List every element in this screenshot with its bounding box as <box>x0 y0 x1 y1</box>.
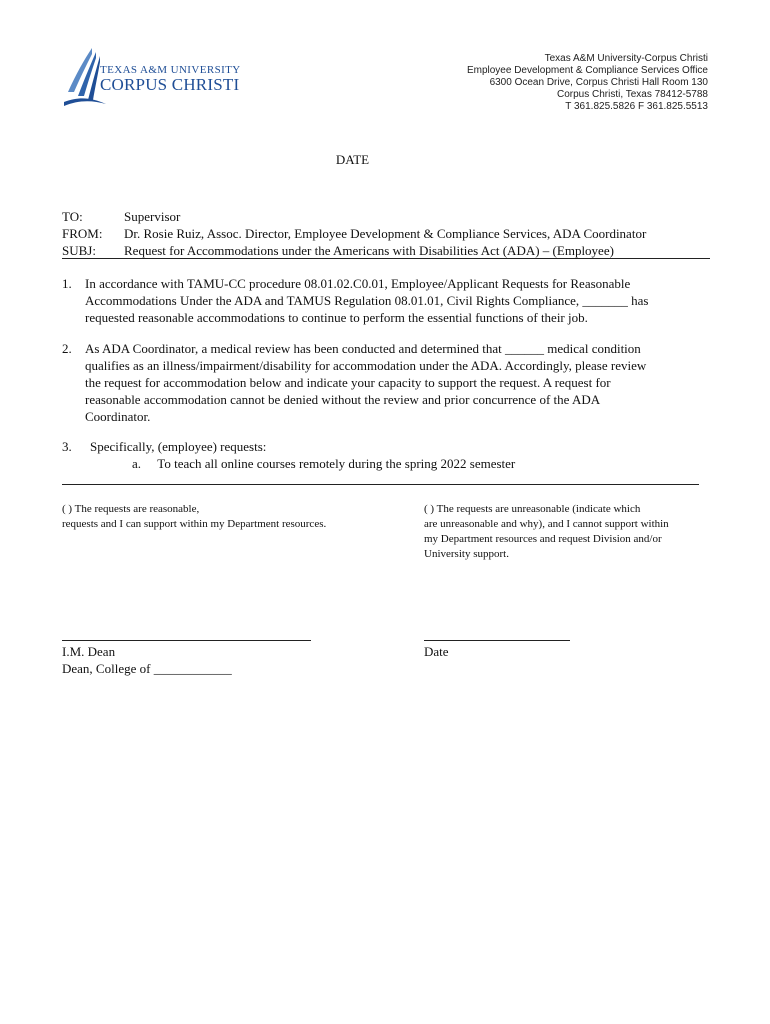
request-divider <box>62 484 699 485</box>
paragraph-line: In accordance with TAMU-CC procedure 08.01.02.C0.01, Employee/Applicant Requests for Reasonable <box>85 276 631 291</box>
address-line: T 361.825.5826 F 361.825.5513 <box>565 101 708 112</box>
response-line: my Department resources and request Division and/or <box>424 533 662 545</box>
paragraph-1 <box>62 275 712 326</box>
response-line: ( ) The requests are unreasonable (indicate which <box>424 503 641 515</box>
memo-to-row <box>62 208 646 225</box>
to-label: TO: <box>62 209 83 224</box>
memo-subj-row <box>62 242 646 259</box>
address-line: Corpus Christi, Texas 78412-5788 <box>556 89 708 100</box>
request-item-label: a. <box>132 456 142 471</box>
paragraph-3 <box>62 438 712 472</box>
response-line: ( ) The requests are reasonable, <box>62 503 200 515</box>
response-reasonable <box>62 502 392 532</box>
logo-line-1: TEXAS A&M UNIVERSITY <box>100 64 241 76</box>
date-label: Date <box>424 644 449 659</box>
paragraph-line: Coordinator. <box>85 409 151 424</box>
address-line: Texas A&M University-Corpus Christi <box>544 53 708 64</box>
response-line: requests and I can support within my Department resources. <box>62 518 327 530</box>
response-line: University support. <box>424 548 509 560</box>
request-item-text: To teach all online courses remotely during the spring 2022 semester <box>157 456 516 471</box>
paragraph-line: the request for accommodation below and indicate your capacity to support the request. A request for <box>85 375 611 390</box>
date-block <box>424 643 449 660</box>
memo-divider <box>62 258 710 259</box>
address-line: Employee Development & Compliance Services Office <box>466 65 708 76</box>
paragraph-line: qualifies as an illness/impairment/disability for accommodation under the ADA. Accordingly, please review <box>85 358 647 373</box>
memo-from-row <box>62 225 646 242</box>
logo-wordmark <box>100 64 241 94</box>
paragraph-number: 3. <box>62 439 72 454</box>
from-value: Dr. Rosie Ruiz, Assoc. Director, Employee Development & Compliance Services, ADA Coordinator <box>124 226 647 241</box>
date-line <box>424 640 570 641</box>
signature-line <box>62 640 311 641</box>
paragraph-line: requested reasonable accommodations to continue to perform the essential functions of their job. <box>85 310 588 325</box>
paragraph-line: reasonable accommodation cannot be denied without the review and prior concurrence of the ADA <box>85 392 601 407</box>
memo-header <box>62 208 646 259</box>
signature-block <box>62 643 232 677</box>
response-unreasonable <box>424 502 714 562</box>
office-address <box>388 53 708 113</box>
from-label: FROM: <box>62 226 103 241</box>
paragraph-line: Accommodations Under the ADA and TAMUS Regulation 08.01.01, Civil Rights Compliance, _______ has <box>85 293 649 308</box>
paragraph-number: 2. <box>62 341 72 356</box>
request-item <box>132 455 712 472</box>
subj-label: SUBJ: <box>62 243 96 258</box>
paragraph-line: As ADA Coordinator, a medical review has been conducted and determined that ______ medical condition <box>85 341 641 356</box>
paragraph-2 <box>62 340 712 425</box>
paragraph-number: 1. <box>62 276 72 291</box>
date-heading: DATE <box>335 152 370 167</box>
response-line: are unreasonable and why), and I cannot support within <box>424 518 669 530</box>
signer-title: Dean, College of ____________ <box>62 661 232 676</box>
logo-line-2: CORPUS CHRISTI <box>100 75 240 94</box>
to-value: Supervisor <box>124 209 181 224</box>
paragraph-intro: Specifically, (employee) requests: <box>90 439 267 454</box>
address-line: 6300 Ocean Drive, Corpus Christi Hall Room 130 <box>489 77 708 88</box>
subj-value: Request for Accommodations under the Americans with Disabilities Act (ADA) – (Employee) <box>124 243 614 258</box>
signer-name: I.M. Dean <box>62 644 116 659</box>
